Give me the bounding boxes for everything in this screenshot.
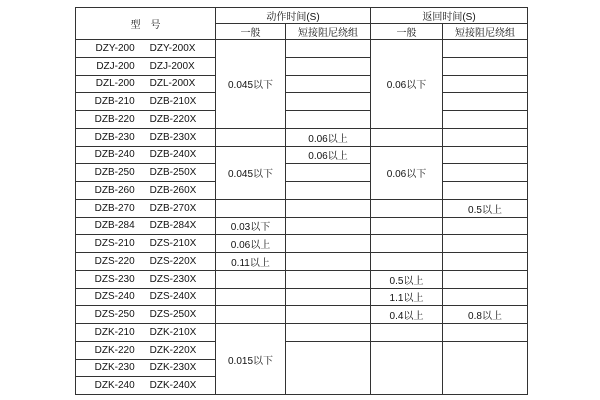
return-general-cell: 1.1以上 xyxy=(371,288,443,306)
model-cell xyxy=(76,75,216,93)
return-damped-cell xyxy=(443,128,528,146)
model-name-right: DZS-220X xyxy=(149,255,197,267)
table-row xyxy=(76,324,528,342)
model-name-left: DZL-200 xyxy=(95,78,135,90)
model-name-left: DZB-210 xyxy=(94,96,135,108)
table-row xyxy=(76,146,528,164)
model-name-right: DZK-230X xyxy=(149,362,197,374)
action-general-cell: 0.03以下 xyxy=(216,217,286,235)
table-row xyxy=(76,253,528,271)
action-general-cell: 0.11以上 xyxy=(216,253,286,271)
model-name-left: DZK-210 xyxy=(94,326,135,338)
table-row xyxy=(76,270,528,288)
table-row xyxy=(76,164,528,182)
action-damped-cell: 0.06以上 xyxy=(286,128,371,146)
model-cell xyxy=(76,235,216,253)
header-action-time: 动作时间(S) xyxy=(216,8,371,24)
action-damped-cell xyxy=(286,253,371,271)
table-row xyxy=(76,182,528,200)
header-return-damped: 短接阻尼绕组 xyxy=(443,24,528,40)
model-name-left: DZY-200 xyxy=(95,42,135,54)
return-general-cell: 0.4以上 xyxy=(371,306,443,324)
return-damped-cell xyxy=(443,57,528,75)
table-row xyxy=(76,111,528,129)
action-damped-cell xyxy=(286,57,371,75)
action-damped-cell: 0.06以上 xyxy=(286,146,371,164)
return-general-cell xyxy=(371,324,443,342)
model-name-right: DZB-284X xyxy=(149,220,197,232)
model-cell xyxy=(76,182,216,200)
action-damped-cell xyxy=(286,111,371,129)
table-body xyxy=(76,40,528,395)
return-damped-cell xyxy=(443,182,528,200)
model-cell xyxy=(76,57,216,75)
model-name-right: DZB-260X xyxy=(149,184,197,196)
model-cell xyxy=(76,359,216,377)
action-general-cell xyxy=(216,288,286,306)
model-name-right: DZL-200X xyxy=(149,78,196,90)
header-action-general: 一般 xyxy=(216,24,286,40)
return-damped-cell xyxy=(443,146,528,164)
model-cell xyxy=(76,253,216,271)
model-name-right: DZS-230X xyxy=(149,273,197,285)
model-cell xyxy=(76,146,216,164)
model-name-right: DZS-240X xyxy=(149,291,197,303)
return-general-cell xyxy=(371,235,443,253)
action-damped-cell xyxy=(286,324,371,342)
return-general-cell: 0.5以上 xyxy=(371,270,443,288)
table-row xyxy=(76,75,528,93)
return-damped-cell: 0.5以上 xyxy=(443,199,528,217)
model-cell xyxy=(76,288,216,306)
action-damped-cell xyxy=(286,288,371,306)
model-cell xyxy=(76,341,216,359)
model-name-right: DZK-240X xyxy=(149,380,197,392)
return-general-cell xyxy=(371,341,443,394)
return-general-cell: 0.06以下 xyxy=(371,146,443,199)
model-name-left: DZB-220 xyxy=(94,113,135,125)
model-cell xyxy=(76,164,216,182)
return-damped-cell xyxy=(443,111,528,129)
return-damped-cell xyxy=(443,217,528,235)
model-name-left: DZS-230 xyxy=(94,273,135,285)
model-name-left: DZS-240 xyxy=(94,291,135,303)
action-damped-cell xyxy=(286,75,371,93)
model-name-right: DZK-210X xyxy=(149,326,197,338)
table-row xyxy=(76,93,528,111)
return-damped-cell xyxy=(443,270,528,288)
model-name-left: DZS-210 xyxy=(94,238,135,250)
return-damped-cell xyxy=(443,341,528,394)
action-general-cell xyxy=(216,128,286,146)
return-damped-cell xyxy=(443,324,528,342)
model-name-left: DZJ-200 xyxy=(96,60,135,72)
action-damped-cell xyxy=(286,217,371,235)
return-damped-cell xyxy=(443,288,528,306)
header-model: 型 号 xyxy=(76,8,216,40)
model-cell xyxy=(76,199,216,217)
model-cell xyxy=(76,217,216,235)
model-name-right: DZS-250X xyxy=(149,309,197,321)
model-cell xyxy=(76,40,216,58)
action-general-cell xyxy=(216,199,286,217)
model-name-right: DZB-250X xyxy=(149,167,197,179)
action-damped-cell xyxy=(286,306,371,324)
return-damped-cell: 0.8以上 xyxy=(443,306,528,324)
return-damped-cell xyxy=(443,40,528,58)
model-cell xyxy=(76,306,216,324)
action-damped-cell xyxy=(286,164,371,182)
model-cell xyxy=(76,93,216,111)
model-name-right: DZS-210X xyxy=(149,238,197,250)
model-name-left: DZK-240 xyxy=(94,380,135,392)
model-cell xyxy=(76,270,216,288)
action-damped-cell xyxy=(286,341,371,394)
model-name-right: DZB-220X xyxy=(149,113,197,125)
table-row xyxy=(76,306,528,324)
model-name-left: DZB-250 xyxy=(94,167,135,179)
model-name-left: DZS-220 xyxy=(94,255,135,267)
action-general-cell xyxy=(216,306,286,324)
table-row xyxy=(76,57,528,75)
action-general-cell: 0.045以下 xyxy=(216,40,286,129)
model-name-left: DZB-240 xyxy=(94,149,135,161)
return-damped-cell xyxy=(443,235,528,253)
model-name-right: DZB-230X xyxy=(149,131,197,143)
model-name-right: DZY-200X xyxy=(149,42,196,54)
return-general-cell xyxy=(371,253,443,271)
model-name-left: DZB-260 xyxy=(94,184,135,196)
model-name-left: DZK-220 xyxy=(94,344,135,356)
model-name-left: DZB-284 xyxy=(94,220,135,232)
spec-table xyxy=(75,7,528,395)
table-row xyxy=(76,128,528,146)
return-damped-cell xyxy=(443,164,528,182)
model-name-left: DZB-230 xyxy=(94,131,135,143)
model-cell xyxy=(76,324,216,342)
action-damped-cell xyxy=(286,270,371,288)
table-row xyxy=(76,199,528,217)
model-name-left: DZB-270 xyxy=(94,202,135,214)
action-damped-cell xyxy=(286,199,371,217)
table-row xyxy=(76,217,528,235)
return-general-cell: 0.06以下 xyxy=(371,40,443,129)
model-name-right: DZJ-200X xyxy=(149,60,195,72)
model-name-right: DZK-220X xyxy=(149,344,197,356)
header-action-damped: 短接阻尼绕组 xyxy=(286,24,371,40)
model-name-right: DZB-210X xyxy=(149,96,197,108)
return-damped-cell xyxy=(443,253,528,271)
table-row xyxy=(76,40,528,58)
action-damped-cell xyxy=(286,93,371,111)
action-damped-cell xyxy=(286,235,371,253)
model-cell xyxy=(76,128,216,146)
header-return-general: 一般 xyxy=(371,24,443,40)
model-cell xyxy=(76,377,216,395)
return-damped-cell xyxy=(443,75,528,93)
action-damped-cell xyxy=(286,40,371,58)
model-name-right: DZB-240X xyxy=(149,149,197,161)
return-general-cell xyxy=(371,128,443,146)
model-cell xyxy=(76,111,216,129)
header-return-time: 返回时间(S) xyxy=(371,8,528,24)
table-row xyxy=(76,288,528,306)
return-general-cell xyxy=(371,217,443,235)
action-general-cell: 0.06以上 xyxy=(216,235,286,253)
return-general-cell xyxy=(371,199,443,217)
action-general-cell: 0.045以下 xyxy=(216,146,286,199)
table-row xyxy=(76,341,528,359)
action-general-cell: 0.015以下 xyxy=(216,324,286,395)
action-damped-cell xyxy=(286,182,371,200)
table-header xyxy=(76,8,528,40)
action-general-cell xyxy=(216,270,286,288)
return-damped-cell xyxy=(443,93,528,111)
table-row xyxy=(76,235,528,253)
model-name-left: DZK-230 xyxy=(94,362,135,374)
model-name-right: DZB-270X xyxy=(149,202,197,214)
model-name-left: DZS-250 xyxy=(94,309,135,321)
